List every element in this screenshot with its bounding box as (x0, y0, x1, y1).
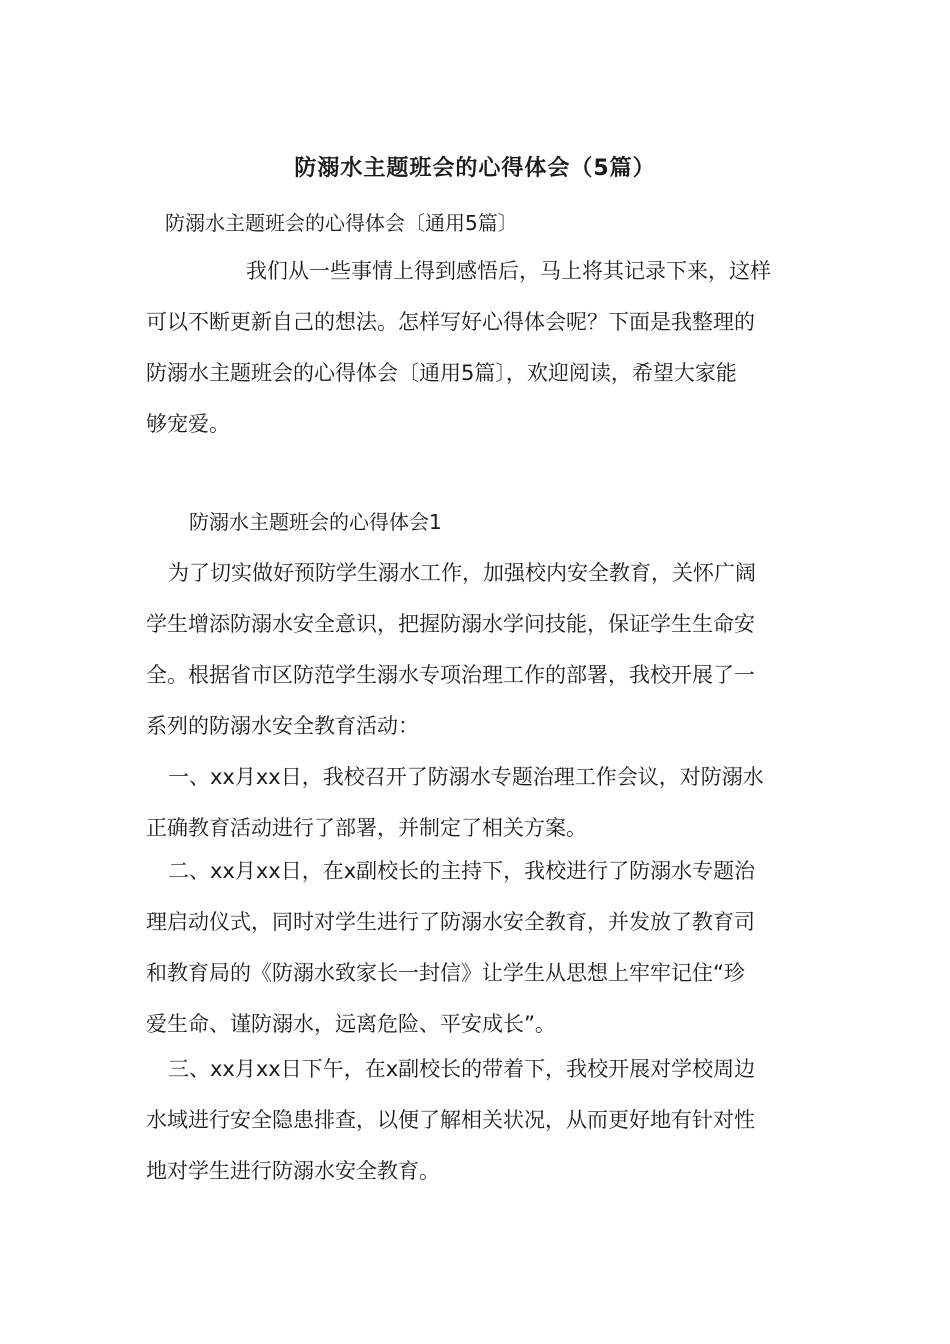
paragraph-line: 理启动仪式，同时对学生进行了防溺水安全教育，并发放了教育司 (146, 910, 755, 934)
intro-line: 可以不断更新自己的想法。怎样写好心得体会呢？下面是我整理的 (146, 310, 755, 334)
intro-paragraph (146, 246, 808, 450)
paragraph-line: 全。根据省市区防范学生溺水专项治理工作的部署，我校开展了一 (146, 663, 755, 687)
section-heading: 防溺水主题班会的心得体会1 (189, 510, 442, 534)
paragraph-1 (146, 548, 808, 752)
document-title: 防溺水主题班会的心得体会（5篇） (294, 156, 656, 181)
document-subtitle: 防溺水主题班会的心得体会〔通用5篇〕 (165, 211, 518, 235)
paragraph-2 (146, 752, 808, 854)
intro-line: 防溺水主题班会的心得体会〔通用5篇〕，欢迎阅读，希望大家能 (146, 361, 737, 385)
intro-line: 我们从一些事情上得到感悟后，马上将其记录下来，这样 (246, 259, 771, 283)
paragraph-line: 一、xx月xx日，我校召开了防溺水专题治理工作会议，对防溺水 (168, 765, 764, 789)
paragraph-line: 二、xx月xx日，在x副校长的主持下，我校进行了防溺水专题治 (168, 859, 756, 883)
paragraph-line: 系列的防溺水安全教育活动： (146, 714, 419, 738)
paragraph-line: 水域进行安全隐患排查，以便了解相关状况，从而更好地有针对性 (146, 1108, 755, 1132)
paragraph-line: 正确教育活动进行了部署，并制定了相关方案。 (146, 816, 587, 840)
paragraph-3 (146, 846, 808, 1050)
paragraph-line: 学生增添防溺水安全意识，把握防溺水学问技能，保证学生生命安 (146, 612, 755, 636)
paragraph-line: 为了切实做好预防学生溺水工作，加强校内安全教育，关怀广阔 (168, 561, 756, 585)
paragraph-line: 爱生命、谨防溺水，远离危险、平安成长”。 (146, 1012, 556, 1036)
paragraph-4 (146, 1044, 808, 1197)
paragraph-line: 地对学生进行防溺水安全教育。 (146, 1159, 440, 1183)
intro-line: 够宠爱。 (146, 412, 230, 436)
paragraph-line: 和教育局的《防溺水致家长一封信》让学生从思想上牢牢记住“珍 (146, 961, 745, 985)
paragraph-line: 三、xx月xx日下午，在x副校长的带着下，我校开展对学校周边 (168, 1057, 756, 1081)
